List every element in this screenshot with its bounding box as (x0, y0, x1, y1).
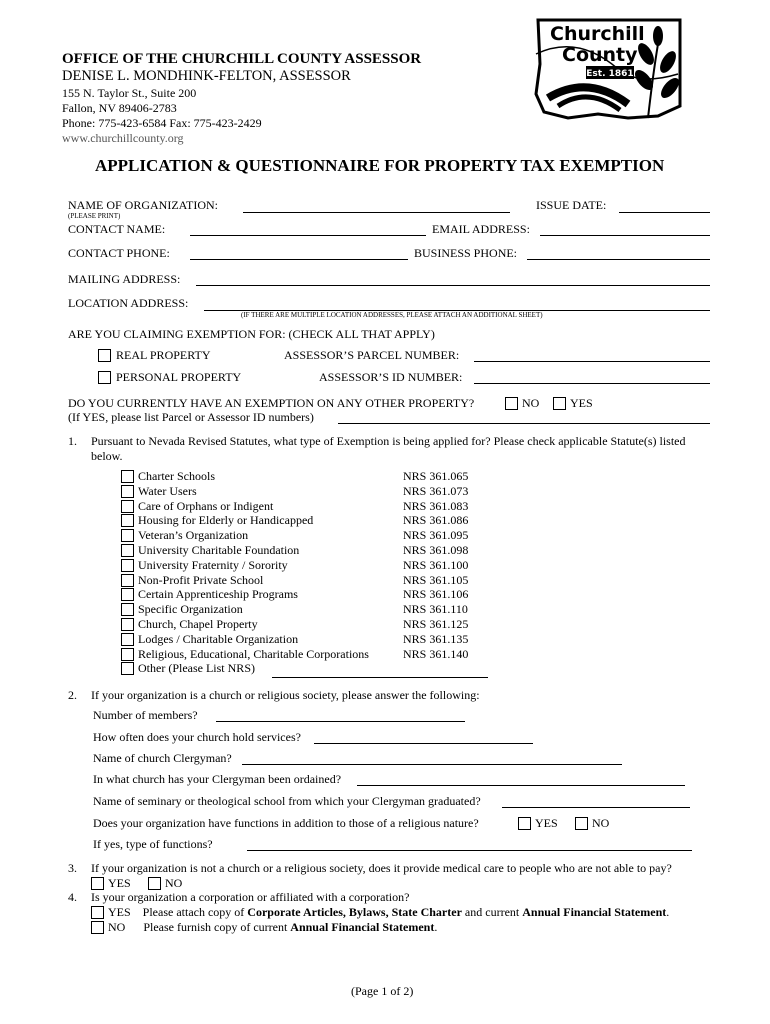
page-number: (Page 1 of 2) (351, 984, 414, 998)
org-name-label: NAME OF ORGANIZATION: (68, 198, 218, 212)
statute-checkbox[interactable] (121, 618, 134, 631)
functions-no-checkbox[interactable] (575, 817, 588, 830)
statute-nrs: NRS 361.073 (403, 483, 469, 498)
statute-label: University Charitable Foundation (138, 543, 300, 557)
q4-yes-pre: Please attach copy of (142, 905, 245, 919)
clergyman-label: Name of church Clergyman? (93, 751, 232, 765)
seminary-field[interactable] (502, 807, 690, 808)
ordained-label: In what church has your Clergyman been ordained? (93, 772, 342, 786)
real-property-label: REAL PROPERTY (116, 348, 211, 362)
statute-label: Water Users (138, 483, 197, 498)
functions-no-label: NO (592, 816, 610, 830)
functions-type-field[interactable] (247, 850, 692, 851)
parcel-number-field[interactable] (474, 361, 710, 362)
parcel-number-label: ASSESSOR’S PARCEL NUMBER: (284, 348, 460, 362)
statute-checkbox[interactable] (121, 500, 134, 513)
statute-nrs: NRS 361.083 (403, 498, 469, 513)
email-label: EMAIL ADDRESS: (432, 222, 530, 236)
statute-nrs: NRS 361.140 (403, 646, 469, 661)
q4-no-bold-statement: Annual Financial Statement (290, 920, 435, 934)
please-print-note: (PLEASE PRINT) (68, 212, 121, 220)
statute-checkbox[interactable] (121, 470, 134, 483)
location-address-label: LOCATION ADDRESS: (68, 296, 189, 310)
website-link[interactable]: www.churchillcounty.org (62, 131, 184, 145)
members-field[interactable] (216, 721, 465, 722)
statute-checkbox[interactable] (121, 603, 134, 616)
statute-label: Veteran’s Organization (138, 528, 249, 543)
other-exemption-yes-label: YES (570, 396, 593, 410)
other-exemption-no-label: NO (522, 396, 540, 410)
q4-number: 4. (68, 890, 77, 904)
churchill-county-logo (528, 14, 688, 126)
statute-checkbox[interactable] (121, 544, 134, 557)
assessor-id-field[interactable] (474, 383, 710, 384)
statute-label: Certain Apprenticeship Programs (138, 587, 298, 602)
statute-checkbox[interactable] (121, 588, 134, 601)
q4-yes-bold-docs: Corporate Articles, Bylaws, State Charter (247, 905, 462, 919)
assessor-id-label: ASSESSOR’S ID NUMBER: (319, 370, 463, 384)
q4-no-end: . (434, 920, 438, 934)
statute-nrs: NRS 361.098 (403, 543, 469, 557)
statute-checkbox[interactable] (121, 662, 134, 675)
statute-checkbox[interactable] (121, 633, 134, 646)
functions-type-label: If yes, type of functions? (93, 837, 213, 851)
statute-label: Lodges / Charitable Organization (138, 631, 299, 646)
q4-text: Is your organization a corporation or affiliated with a corporation? (91, 890, 410, 904)
logo-text-2: County (562, 44, 638, 66)
issue-date-field[interactable] (619, 212, 710, 213)
q4-no-checkbox[interactable] (91, 921, 104, 934)
form-title: APPLICATION & QUESTIONNAIRE FOR PROPERTY TAX EXEMPTION (95, 156, 665, 175)
q3-yes-label: YES (108, 876, 131, 890)
q4-yes-line (108, 905, 669, 920)
q4-no-pre: Please furnish copy of current (143, 920, 288, 934)
other-nrs-field[interactable] (272, 677, 488, 678)
statute-label: Religious, Educational, Charitable Corporations (138, 646, 369, 661)
functions-yes-label: YES (535, 816, 558, 830)
personal-property-checkbox[interactable] (98, 371, 111, 384)
statute-label: Charter Schools (138, 469, 215, 483)
contact-phone-field[interactable] (190, 259, 408, 260)
issue-date-label: ISSUE DATE: (536, 198, 607, 212)
q3-text: If your organization is not a church or a religious society, does it provide medical care to people who are not able to pay? (91, 861, 672, 875)
statute-checkbox[interactable] (121, 648, 134, 661)
statute-nrs: NRS 361.086 (403, 513, 469, 528)
assessor-name: DENISE L. MONDHINK-FELTON, ASSESSOR (62, 68, 351, 84)
q4-yes-mid: and current (464, 905, 520, 919)
services-field[interactable] (314, 743, 533, 744)
q1-text-line1: Pursuant to Nevada Revised Statutes, what type of Exemption is being applied for? Please check applicable Statute(s) listed (91, 434, 686, 448)
business-phone-label: BUSINESS PHONE: (414, 246, 518, 260)
functions-question: Does your organization have functions in addition to those of a religious nature? (93, 816, 479, 830)
statute-label: Non-Profit Private School (138, 572, 264, 587)
q4-yes-checkbox[interactable] (91, 906, 104, 919)
statute-nrs: NRS 361.105 (403, 572, 469, 587)
personal-property-label: PERSONAL PROPERTY (116, 370, 242, 384)
q3-yes-checkbox[interactable] (91, 877, 104, 890)
other-exemption-note: (If YES, please list Parcel or Assessor ID numbers) (68, 410, 314, 424)
statute-label: Housing for Elderly or Handicapped (138, 513, 314, 528)
address-line-1: 155 N. Taylor St., Suite 200 (62, 86, 197, 100)
contact-phone-label: CONTACT PHONE: (68, 246, 170, 260)
q4-yes-label: YES (108, 905, 131, 919)
logo-text-1: Churchill (550, 23, 645, 45)
office-title: OFFICE OF THE CHURCHILL COUNTY ASSESSOR (62, 51, 422, 67)
clergyman-field[interactable] (242, 764, 622, 765)
statute-label: Specific Organization (138, 602, 243, 617)
contact-name-field[interactable] (190, 235, 426, 236)
q1-text-line2: below. (91, 449, 123, 463)
statute-nrs: NRS 361.095 (403, 528, 469, 543)
statute-nrs: NRS 361.065 (403, 469, 469, 483)
seminary-label: Name of seminary or theological school from which your Clergyman graduated? (93, 794, 481, 808)
statute-label: Church, Chapel Property (138, 617, 258, 631)
statute-checkbox[interactable] (121, 529, 134, 542)
statute-label: Care of Orphans or Indigent (138, 498, 274, 513)
other-exemption-ids-field[interactable] (338, 423, 710, 424)
ordained-field[interactable] (357, 785, 685, 786)
mailing-address-label: MAILING ADDRESS: (68, 272, 181, 286)
phone-fax: Phone: 775-423-6584 Fax: 775-423-2429 (62, 116, 262, 130)
mailing-address-field[interactable] (196, 285, 710, 286)
statute-label: University Fraternity / Sorority (138, 557, 288, 572)
real-property-checkbox[interactable] (98, 349, 111, 362)
location-note: (IF THERE ARE MULTIPLE LOCATION ADDRESSES, PLEASE ATTACH AN ADDITIONAL SHEET) (241, 311, 543, 319)
q4-no-label: NO (108, 920, 126, 934)
statute-nrs: NRS 361.106 (403, 587, 469, 602)
statute-nrs: NRS 361.110 (403, 602, 468, 617)
statute-checkbox[interactable] (121, 559, 134, 572)
q4-no-line (108, 920, 437, 935)
statute-checkbox[interactable] (121, 574, 134, 587)
contact-name-label: CONTACT NAME: (68, 222, 166, 236)
logo-est: Est. 1861 (586, 69, 634, 79)
q3-number: 3. (68, 861, 77, 875)
services-label: How often does your church hold services? (93, 730, 301, 744)
business-phone-field[interactable] (527, 259, 710, 260)
email-field[interactable] (540, 235, 710, 236)
other-exemption-yes-checkbox[interactable] (553, 397, 566, 410)
statute-nrs: NRS 361.125 (403, 617, 469, 631)
members-label: Number of members? (93, 708, 198, 722)
statute-checkbox[interactable] (121, 514, 134, 527)
q1-number: 1. (68, 434, 77, 448)
other-exemption-no-checkbox[interactable] (505, 397, 518, 410)
q4-yes-end: . (666, 905, 670, 919)
claiming-question: ARE YOU CLAIMING EXEMPTION FOR: (CHECK ALL THAT APPLY) (68, 327, 435, 341)
statute-nrs: NRS 361.100 (403, 557, 469, 572)
q2-text: If your organization is a church or religious society, please answer the following: (91, 688, 480, 702)
statute-label: Other (Please List NRS) (138, 661, 255, 676)
q3-no-checkbox[interactable] (148, 877, 161, 890)
other-exemption-question: DO YOU CURRENTLY HAVE AN EXEMPTION ON ANY OTHER PROPERTY? (68, 396, 475, 410)
q3-no-label: NO (165, 876, 183, 890)
statute-checkbox[interactable] (121, 485, 134, 498)
q2-number: 2. (68, 688, 77, 702)
statute-nrs: NRS 361.135 (403, 631, 469, 646)
functions-yes-checkbox[interactable] (518, 817, 531, 830)
q4-yes-bold-statement: Annual Financial Statement (522, 905, 667, 919)
org-name-field[interactable] (243, 212, 510, 213)
address-line-2: Fallon, NV 89406-2783 (62, 101, 177, 115)
